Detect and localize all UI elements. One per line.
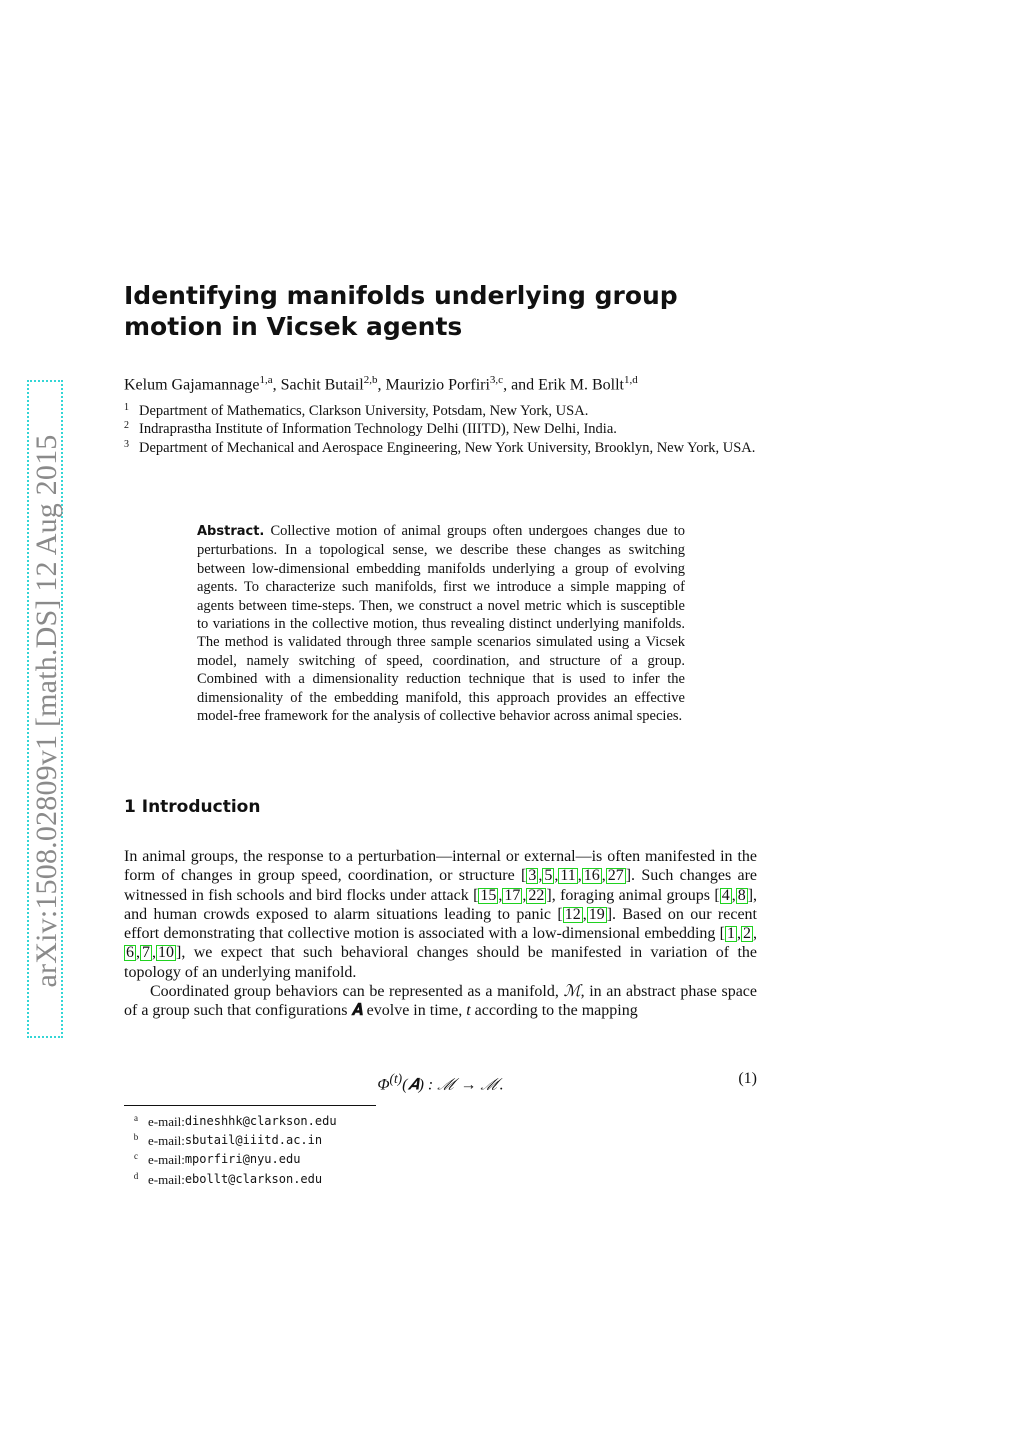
author-affiliation-mark: 1,a <box>259 374 273 386</box>
paragraph <box>124 847 757 982</box>
abstract-text: Collective motion of animal groups often undergoes changes due to perturbations. In a topological sense, we describe these changes as switching between low-dimensional embedding manifolds underlying a group of evolving agents. To characterize such manifolds, first we introduce a simple mapping of agents between time-steps. Then, we construct a novel metric which is susceptible to variations in the collective motion, thus revealing distinct underlying manifolds. The method is validated through three sample scenarios simulated using a Vicsek model, namely switching of speed, coordination, and structure of a group. Combined with a dimensionality reduction technique that is used to infer the dimensionality of the embedding manifold, this approach provides an effective model-free framework for the analysis of collective behavior across animal species. <box>197 523 685 725</box>
footnote-label: e-mail: <box>148 1152 185 1168</box>
footnote-list <box>124 1112 624 1189</box>
citation-group[interactable]: [ 3 , 5 , 11 , 16 , 27 ] <box>520 867 632 885</box>
footnote-mark: d <box>133 1170 139 1181</box>
footnote-mark: a <box>134 1113 138 1123</box>
citation-group[interactable]: [ 1 , 2 ,6 , 7 , 10 ] <box>126 925 757 962</box>
arxiv-identifier[interactable]: arXiv:1508.02809v1 [math.DS] 12 Aug 2015 <box>30 434 63 988</box>
citation-link[interactable]: 10 <box>158 944 174 962</box>
paper-title: Identifying manifolds underlying group motion in Vicsek agents <box>124 281 678 341</box>
citation-link[interactable]: 6 <box>126 944 134 962</box>
equation-argument: (𝑨) <box>402 1076 424 1094</box>
citation-link[interactable]: 15 <box>480 886 497 904</box>
affiliation-text: Indraprastha Institute of Information Technology Delhi (IIITD), New Delhi, India. <box>139 421 617 438</box>
math-symbol: 𝑨 <box>351 1002 363 1020</box>
affiliation-text: Department of Mechanical and Aerospace Engineering, New York University, Brooklyn, New York, USA. <box>139 439 756 456</box>
affiliation-number: 2 <box>124 420 129 432</box>
citation-link[interactable]: 8 <box>737 886 746 904</box>
footnote-label: e-mail: <box>148 1114 185 1129</box>
author-affiliation-mark: 2,b <box>363 374 378 386</box>
author-name: Sachit Butail <box>280 376 364 394</box>
footnote <box>124 1112 624 1131</box>
math-symbol: t <box>466 1002 471 1020</box>
footnote-mark: b <box>133 1132 139 1143</box>
footnote-rule <box>124 1105 376 1106</box>
footnote-label: e-mail: <box>148 1133 185 1149</box>
equation-number: (1) <box>738 1070 757 1087</box>
footnote <box>124 1150 624 1169</box>
author-affiliation-mark: 1,d <box>623 374 638 386</box>
affiliation <box>124 402 764 420</box>
equation-body <box>124 1068 757 1096</box>
affiliation <box>124 439 764 457</box>
author-list <box>124 370 764 395</box>
arxiv-identifier-box[interactable] <box>27 380 63 1038</box>
citation-link[interactable]: 16 <box>583 867 600 885</box>
paragraph-text: , in an abstract phase space of a group such that configurations <box>124 983 757 1020</box>
footnote <box>124 1131 624 1150</box>
citation-link[interactable]: 19 <box>588 905 605 923</box>
citation-link[interactable]: 2 <box>743 925 751 943</box>
citation-link[interactable]: 22 <box>528 886 545 904</box>
abstract <box>197 522 685 725</box>
citation-link[interactable]: 17 <box>504 886 521 904</box>
paragraph-text: according to the mapping <box>470 1002 638 1020</box>
footnote <box>124 1170 624 1189</box>
author-name: Erik M. Bollt <box>538 376 624 394</box>
paragraph-text: evolve in time, <box>362 1002 467 1020</box>
equation-rest: : ℳ → ℳ. <box>423 1076 504 1094</box>
footnote-label: e-mail: <box>148 1171 185 1187</box>
paragraph-text: . Based on our recent effort demonstrating that collective motion is associated with a low-dimensional embedding <box>124 905 757 943</box>
citation-link[interactable]: 27 <box>607 867 624 885</box>
footnote-mark: c <box>134 1151 138 1162</box>
footnote-email[interactable]: dineshhk@clarkson.edu <box>184 1114 337 1128</box>
paragraph-text: , foraging animal groups <box>551 886 715 904</box>
paragraph-text: , we expect that such behavioral changes should be manifested in variation of the topology of an underlying manifold. <box>124 944 757 981</box>
affiliation-list <box>124 402 764 457</box>
section-heading-introduction: 1 Introduction <box>124 797 261 817</box>
footnote-email[interactable]: sbutail@iiitd.ac.in <box>184 1133 323 1148</box>
author-name: Kelum Gajamannage <box>124 376 260 394</box>
citation-link[interactable]: 12 <box>564 905 581 923</box>
paragraph-text: , and human crowds exposed to alarm situations leading to panic <box>124 886 758 923</box>
paragraph <box>124 982 757 1021</box>
citation-group[interactable]: [ 12 , 19 ] <box>557 905 613 923</box>
citation-group[interactable]: [ 4 , 8 ] <box>714 886 754 904</box>
author-separator: , <box>377 376 386 394</box>
paragraph-text: In animal groups, the response to a perturbation—internal or external—is often manifested in the form of changes in group speed, coordination, or structure <box>124 848 757 885</box>
citation-link[interactable]: 4 <box>721 886 730 904</box>
footnote-email[interactable]: ebollt@clarkson.edu <box>184 1171 323 1186</box>
math-symbol: ℳ <box>563 983 581 1001</box>
citation-link[interactable]: 7 <box>142 944 150 962</box>
affiliation-number: 1 <box>124 402 129 413</box>
affiliation-number: 3 <box>124 438 129 450</box>
affiliation <box>124 420 764 438</box>
equation-1 <box>124 1068 757 1094</box>
paragraph-text: . Such changes are witnessed in fish schools and bird flocks under attack <box>124 867 757 904</box>
author-name: Maurizio Porfiri <box>385 376 490 394</box>
affiliation-text: Department of Mathematics, Clarkson University, Potsdam, New York, USA. <box>139 403 589 419</box>
abstract-label: Abstract. <box>197 524 265 539</box>
footnote-email[interactable]: mporfiri@nyu.edu <box>184 1152 301 1167</box>
citation-link[interactable]: 1 <box>727 925 735 943</box>
author-separator: , <box>272 376 281 394</box>
author-affiliation-mark: 3,c <box>489 374 504 386</box>
citation-link[interactable]: 3 <box>528 867 537 885</box>
author-separator: , and <box>503 376 539 394</box>
citation-group[interactable]: [ 15 , 17 , 22 ] <box>473 886 552 904</box>
equation-phi: Φ <box>377 1076 390 1094</box>
citation-link[interactable]: 5 <box>544 867 553 885</box>
equation-superscript: (t) <box>389 1071 403 1086</box>
introduction-body <box>124 847 757 1021</box>
paragraph-text: Coordinated group behaviors can be represented as a manifold, <box>150 983 564 1001</box>
citation-link[interactable]: 11 <box>560 867 576 885</box>
